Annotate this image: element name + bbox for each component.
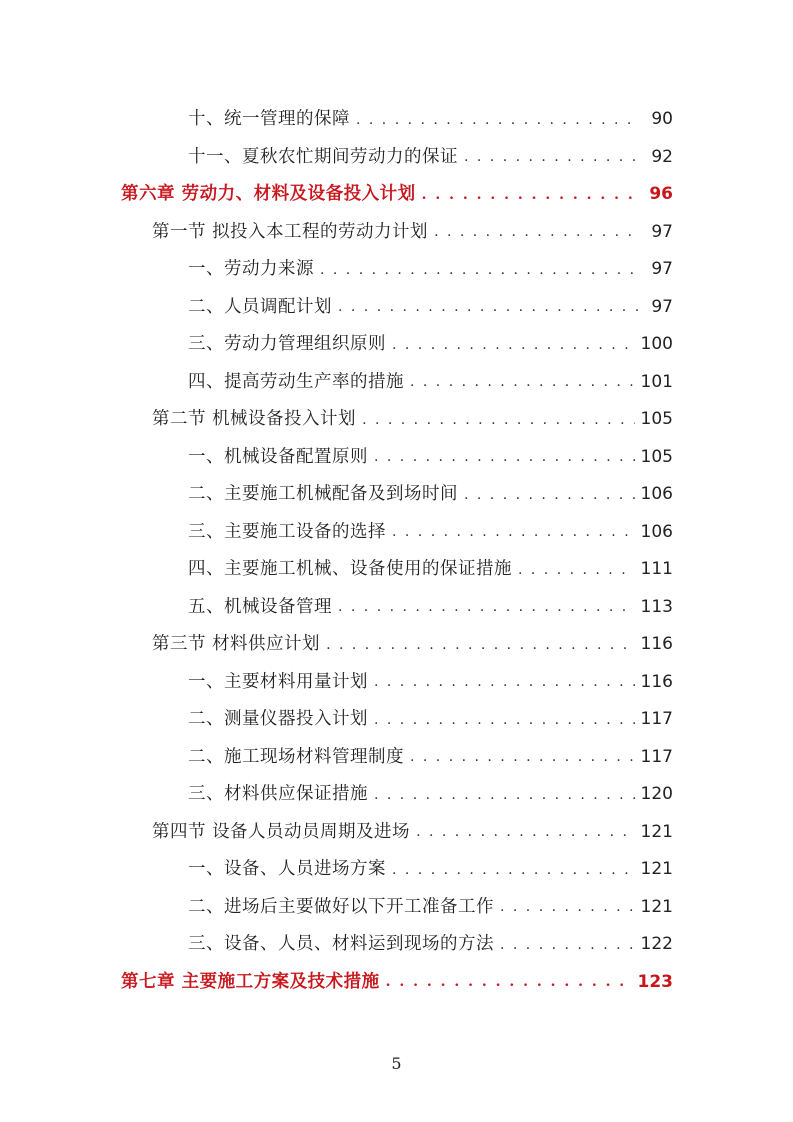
dot-leader xyxy=(410,375,635,389)
toc-entry-page-number: 123 xyxy=(637,971,673,992)
toc-entry-page-number: 106 xyxy=(640,484,673,505)
toc-entry-page-number: 92 xyxy=(651,146,673,167)
toc-entry-chapter[interactable] xyxy=(0,176,793,214)
toc-entry-title: 第七章 主要施工方案及技术措施 xyxy=(121,971,380,992)
toc-entry-page-number: 96 xyxy=(649,184,673,205)
toc-entry-item[interactable] xyxy=(0,439,793,477)
toc-entry-item[interactable] xyxy=(0,514,793,552)
toc-entry-item[interactable] xyxy=(0,251,793,289)
toc-entry-item[interactable] xyxy=(0,364,793,402)
toc-entry-page-number: 121 xyxy=(640,896,673,917)
dot-leader xyxy=(362,413,634,427)
toc-entry-item[interactable] xyxy=(0,476,793,514)
toc-entry-title: 二、测量仪器投入计划 xyxy=(188,709,368,729)
toc-entry-chapter[interactable] xyxy=(0,964,793,1002)
toc-entry-section[interactable] xyxy=(0,401,793,439)
toc-entry-title: 第二节 机械设备投入计划 xyxy=(152,409,357,429)
dot-leader xyxy=(338,600,635,614)
dot-leader xyxy=(422,188,639,202)
toc-entry-item[interactable] xyxy=(0,926,793,964)
toc-entry-title: 二、主要施工机械配备及到场时间 xyxy=(188,484,458,504)
page-number: 5 xyxy=(391,1054,402,1073)
dot-leader xyxy=(392,525,635,539)
toc-entry-page-number: 97 xyxy=(651,259,673,280)
dot-leader xyxy=(500,900,635,914)
toc-entry-page-number: 122 xyxy=(640,934,673,955)
dot-leader xyxy=(374,713,635,727)
toc-entry-section[interactable] xyxy=(0,626,793,664)
toc-entry-title: 三、设备、人员、材料运到现场的方法 xyxy=(188,934,494,954)
toc-entry-title: 第六章 劳动力、材料及设备投入计划 xyxy=(121,184,416,204)
toc-entry-item[interactable] xyxy=(0,289,793,327)
toc-entry-title: 一、设备、人员进场方案 xyxy=(188,859,386,879)
dot-leader xyxy=(416,825,634,839)
toc-entry-page-number: 106 xyxy=(640,521,673,542)
dot-leader xyxy=(434,225,639,239)
toc-entry-title: 五、机械设备管理 xyxy=(188,596,332,617)
toc-entry-page-number: 105 xyxy=(640,446,673,467)
toc-entry-page-number: 117 xyxy=(640,746,673,767)
toc-entry-page-number: 117 xyxy=(640,709,673,730)
toc-entry-title: 第三节 材料供应计划 xyxy=(152,634,321,654)
dot-leader xyxy=(374,675,635,689)
dot-leader xyxy=(500,938,635,952)
toc-entry-page-number: 121 xyxy=(640,859,673,880)
toc-entry-title: 二、人员调配计划 xyxy=(188,296,332,317)
dot-leader xyxy=(356,113,639,127)
toc-entry-title: 二、进场后主要做好以下开工准备工作 xyxy=(188,896,494,917)
toc-entry-item[interactable] xyxy=(0,851,793,889)
toc-entry-title: 第四节 设备人员动员周期及进场 xyxy=(152,821,411,842)
toc-entry-title: 十、统一管理的保障 xyxy=(188,109,350,129)
dot-leader xyxy=(464,150,639,164)
toc-entry-page-number: 100 xyxy=(640,334,673,355)
toc-entry-title: 第一节 拟投入本工程的劳动力计划 xyxy=(152,221,429,242)
toc-entry-title: 一、机械设备配置原则 xyxy=(188,446,368,467)
toc-entry-page-number: 90 xyxy=(651,109,673,130)
dot-leader xyxy=(374,450,635,464)
toc-entry-title: 一、劳动力来源 xyxy=(188,259,314,279)
toc-entry-section[interactable] xyxy=(0,214,793,252)
toc-entry-item[interactable] xyxy=(0,664,793,702)
dot-leader xyxy=(326,638,634,652)
dot-leader xyxy=(392,863,635,877)
toc-entry-page-number: 113 xyxy=(640,596,673,617)
toc-entry-page-number: 116 xyxy=(640,671,673,692)
toc-entry-item[interactable] xyxy=(0,326,793,364)
dot-leader xyxy=(464,488,635,502)
toc-entry-item[interactable] xyxy=(0,589,793,627)
toc-entry-item[interactable] xyxy=(0,101,793,139)
toc-entry-page-number: 121 xyxy=(640,821,673,842)
toc-entry-page-number: 101 xyxy=(640,371,673,392)
toc-entry-page-number: 111 xyxy=(640,559,673,580)
dot-leader xyxy=(374,788,635,802)
dot-leader xyxy=(386,975,632,989)
dot-leader xyxy=(338,300,639,314)
toc-entry-page-number: 105 xyxy=(640,409,673,430)
toc-entry-item[interactable] xyxy=(0,889,793,927)
dot-leader xyxy=(320,263,639,277)
toc-entry-item[interactable] xyxy=(0,739,793,777)
toc-entry-item[interactable] xyxy=(0,701,793,739)
toc-entry-title: 三、主要施工设备的选择 xyxy=(188,521,386,542)
toc-entry-item[interactable] xyxy=(0,551,793,589)
toc-entry-title: 二、施工现场材料管理制度 xyxy=(188,746,404,767)
toc-entry-section[interactable] xyxy=(0,814,793,852)
dot-leader xyxy=(518,563,635,577)
toc-entry-item[interactable] xyxy=(0,139,793,177)
toc-entry-item[interactable] xyxy=(0,776,793,814)
toc-entry-title: 四、提高劳动生产率的措施 xyxy=(188,371,404,392)
toc-entry-title: 十一、夏秋农忙期间劳动力的保证 xyxy=(188,146,458,167)
toc-entry-title: 三、材料供应保证措施 xyxy=(188,784,368,804)
toc-entry-title: 一、主要材料用量计划 xyxy=(188,671,368,692)
toc-entry-page-number: 116 xyxy=(640,634,673,655)
toc-entry-page-number: 97 xyxy=(651,221,673,242)
toc-entry-title: 三、劳动力管理组织原则 xyxy=(188,334,386,354)
dot-leader xyxy=(410,750,635,764)
toc-entry-page-number: 97 xyxy=(651,296,673,317)
toc-entry-page-number: 120 xyxy=(640,784,673,805)
table-of-contents xyxy=(0,101,793,1001)
toc-entry-title: 四、主要施工机械、设备使用的保证措施 xyxy=(188,559,512,579)
dot-leader xyxy=(392,338,635,352)
